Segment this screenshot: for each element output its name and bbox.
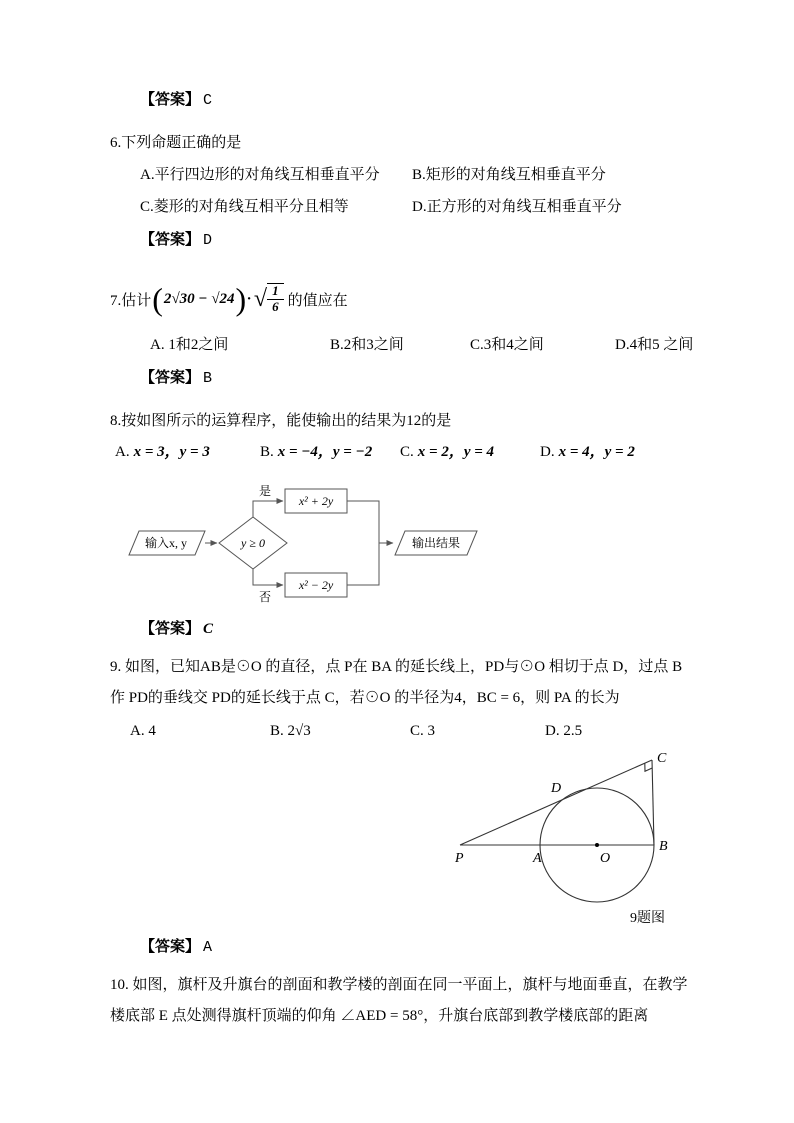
q8-option-b [260, 440, 400, 461]
multiply-dot: · [247, 290, 251, 307]
q7-option-a: A. 1和2之间 [150, 337, 229, 353]
answer-label: 【答案】 [140, 370, 201, 386]
question-9-options-row [110, 723, 724, 740]
question-6-options-row-2 [110, 195, 724, 216]
q8-option-c-label: C. [400, 444, 414, 460]
answer-q7 [140, 366, 724, 387]
q9-option-b: B. 2√3 [270, 723, 311, 739]
q9-figure [445, 750, 724, 935]
question-9-line-2: 作 PD的垂线交 PD的延长线于点 C，若⊙O 的半径为4，BC = 6，则 PA 的长为 [110, 690, 620, 706]
q6-option-d: D.正方形的对角线互相垂直平分 [412, 199, 622, 215]
q6-option-c: C.菱形的对角线互相平分且相等 [140, 199, 349, 215]
label-a: A [533, 851, 542, 866]
question-10-line-1: 10. 如图，旗杆及升旗台的剖面和教学楼的剖面在同一平面上，旗杆与地面垂直，在教学 [110, 977, 688, 993]
label-d: D [551, 781, 562, 796]
question-9-line-1: 9. 如图，已知AB是⊙O 的直径，点 P在 BA 的延长线上，PD与⊙O 相切于点 D，过点 B [110, 659, 683, 675]
q8-option-d [540, 440, 635, 461]
flowchart-input-label: 输入x, y [144, 536, 188, 550]
sqrt-symbol: √ [253, 286, 268, 312]
answer-label: 【答案】 [140, 621, 201, 637]
right-angle-mark [645, 763, 652, 771]
answer-label: 【答案】 [140, 939, 201, 955]
question-7-options-row [110, 333, 724, 354]
q8-option-d-label: D. [540, 444, 555, 460]
question-7-title [110, 273, 724, 325]
flowchart-yes-path [253, 501, 283, 517]
q6-option-b: B.矩形的对角线互相垂直平分 [412, 167, 606, 183]
question-8-title: 8.按如图所示的运算程序，能使输出的结果为12的是 [110, 413, 452, 429]
q7-option-b: B.2和3之间 [330, 337, 404, 353]
q8-option-c-expr: x = 2，y = 4 [417, 444, 495, 460]
q7-prefix: 7.估计 [110, 292, 152, 309]
flowchart-merge-bottom [347, 543, 379, 585]
answer-value: A [203, 939, 213, 956]
question-6-options-row-1 [110, 163, 724, 184]
q9-option-d: D. 2.5 [545, 723, 583, 739]
q6-option-a: A.平行四边形的对角线互相垂直平分 [140, 167, 380, 183]
figure-caption: 9题图 [630, 911, 665, 926]
question-10-line-2: 楼底部 E 点处测得旗杆顶端的仰角 ∠AED = 58°，升旗台底部到教学楼底部的距离 [110, 1008, 649, 1024]
answer-value: B [203, 370, 213, 387]
answer-q8 [140, 617, 724, 638]
answer-value: C [203, 92, 213, 109]
q9-option-a: A. 4 [130, 723, 156, 739]
flowchart-yes-label: 是 [259, 484, 272, 498]
flowchart-no-label: 否 [259, 590, 272, 604]
q7-option-d: D.4和5 之间 [615, 337, 694, 353]
q7-fraction [267, 283, 284, 315]
fraction-numerator: 1 [267, 284, 284, 300]
q8-option-a-expr: x = 3，y = 3 [133, 444, 210, 460]
answer-value: C [203, 621, 214, 637]
label-o: O [600, 851, 611, 866]
q8-option-a [115, 440, 260, 461]
flowchart-bottom-box-label: x² − 2y [298, 578, 334, 592]
q7-suffix: 的值应在 [287, 292, 348, 309]
q7-option-c: C.3和4之间 [470, 337, 544, 353]
q8-option-b-label: B. [260, 444, 274, 460]
q8-option-c [400, 440, 540, 461]
right-paren: ) [235, 281, 247, 317]
line-p-c [460, 760, 652, 845]
answer-label: 【答案】 [140, 92, 201, 108]
answer-label: 【答案】 [140, 232, 201, 248]
q7-expression: 2√30 − √24 [163, 290, 235, 307]
q8-option-d-expr: x = 4，y = 2 [558, 444, 635, 460]
label-c: C [657, 751, 667, 766]
center-dot [595, 843, 599, 847]
flowchart-top-box-label: x² + 2y [298, 494, 334, 508]
left-paren: ( [152, 281, 163, 317]
answer-q6 [140, 228, 724, 249]
q8-flowchart [125, 481, 724, 605]
answer-value: D [203, 232, 213, 249]
q8-option-b-expr: x = −4，y = −2 [277, 444, 373, 460]
q9-option-c: C. 3 [410, 723, 436, 739]
flowchart-merge-top [347, 501, 379, 543]
label-p: P [455, 851, 464, 866]
fraction-denominator: 6 [272, 299, 279, 314]
answer-q5 [140, 88, 724, 109]
answer-q9 [140, 935, 724, 956]
q8-option-a-label: A. [115, 444, 130, 460]
question-8-options-row [110, 440, 724, 461]
label-b: B [659, 839, 668, 854]
flowchart-condition-label: y ≥ 0 [241, 536, 265, 550]
flowchart-output-label: 输出结果 [411, 536, 461, 550]
flowchart-no-path [253, 569, 283, 585]
question-6-title: 6.下列命题正确的是 [110, 135, 242, 151]
